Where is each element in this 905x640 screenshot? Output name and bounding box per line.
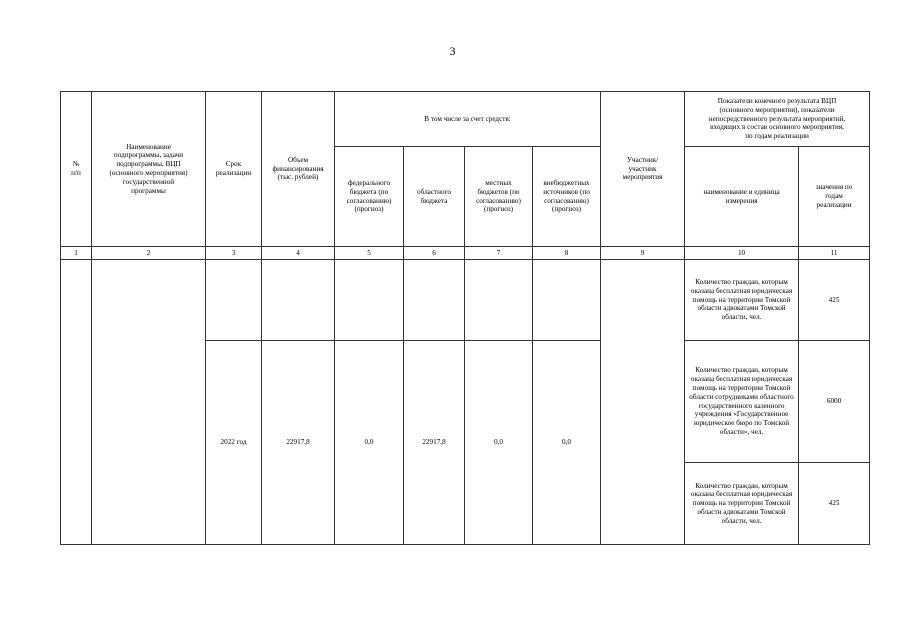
column-number-row <box>61 247 870 260</box>
extrabudget-value: 0,0 <box>533 341 601 545</box>
header-volume: Объем финансирования (тыс. рублей) <box>262 92 335 247</box>
header-federal: федерального бюджета (по согласованию) (прогноз) <box>335 147 404 247</box>
term-value: 2022 год <box>206 341 262 545</box>
indicator-name: Количество граждан, которым оказана бесплатная юридическая помощь на территории Томской области адвокатами Томской области, чел. <box>685 260 799 341</box>
column-number: 2 <box>92 247 206 260</box>
column-number: 9 <box>601 247 685 260</box>
cell-empty <box>262 260 335 341</box>
header-indicator-value: значения по годам реализации <box>799 147 870 247</box>
column-number: 6 <box>404 247 465 260</box>
page-number: 3 <box>449 44 456 58</box>
column-number: 1 <box>61 247 92 260</box>
cell-empty <box>533 260 601 341</box>
header-indicators-group: Показатели конечного результата ВЦП (основного мероприятия), показатели непосредственного результата мероприятий, входящих в состав основного мероприятия, по годам реализации <box>685 92 870 147</box>
column-number: 5 <box>335 247 404 260</box>
header-row-1 <box>61 92 870 147</box>
indicator-value: 425 <box>799 463 870 545</box>
indicator-value: 6000 <box>799 341 870 463</box>
header-term: Срок реализации <box>206 92 262 247</box>
federal-value: 0,0 <box>335 341 404 545</box>
cell-participant-empty <box>601 260 685 545</box>
column-number: 7 <box>465 247 533 260</box>
financing-table <box>60 91 870 545</box>
cell-empty <box>335 260 404 341</box>
header-local: местных бюджетов (по согласованию) (прогноз) <box>465 147 533 247</box>
header-regional: областного бюджета <box>404 147 465 247</box>
indicator-name: Количество граждан, которым оказана бесплатная юридическая помощь на территории Томской области сотрудниками областного государственного казенного учреждения «Государственное юридическое бюро по Томской области», чел. <box>685 341 799 463</box>
header-sources-group: В том числе за счет средств: <box>335 92 601 147</box>
cell-empty <box>206 260 262 341</box>
cell-empty <box>404 260 465 341</box>
header-indicator-name: наименование и единица измерения <box>685 147 799 247</box>
column-number: 4 <box>262 247 335 260</box>
table-row <box>61 260 870 341</box>
column-number: 8 <box>533 247 601 260</box>
header-num: № п/п <box>61 92 92 247</box>
local-value: 0,0 <box>465 341 533 545</box>
column-number: 3 <box>206 247 262 260</box>
header-participant: Участник/ участник мероприятия <box>601 92 685 247</box>
cell-num-empty <box>61 260 92 545</box>
column-number: 11 <box>799 247 870 260</box>
column-number: 10 <box>685 247 799 260</box>
header-extrabudget: внебюджетных источников (по согласованию) (прогноз) <box>533 147 601 247</box>
header-name: Наименование подпрограммы, задачи подпрограммы, ВЦП (основного мероприятия) государственной программы <box>92 92 206 247</box>
cell-empty <box>465 260 533 341</box>
cell-name-empty <box>92 260 206 545</box>
regional-value: 22917,8 <box>404 341 465 545</box>
indicator-name: Количество граждан, которым оказана бесплатная юридическая помощь на территории Томской области адвокатами Томской области, чел. <box>685 463 799 545</box>
volume-value: 22917,8 <box>262 341 335 545</box>
indicator-value: 425 <box>799 260 870 341</box>
